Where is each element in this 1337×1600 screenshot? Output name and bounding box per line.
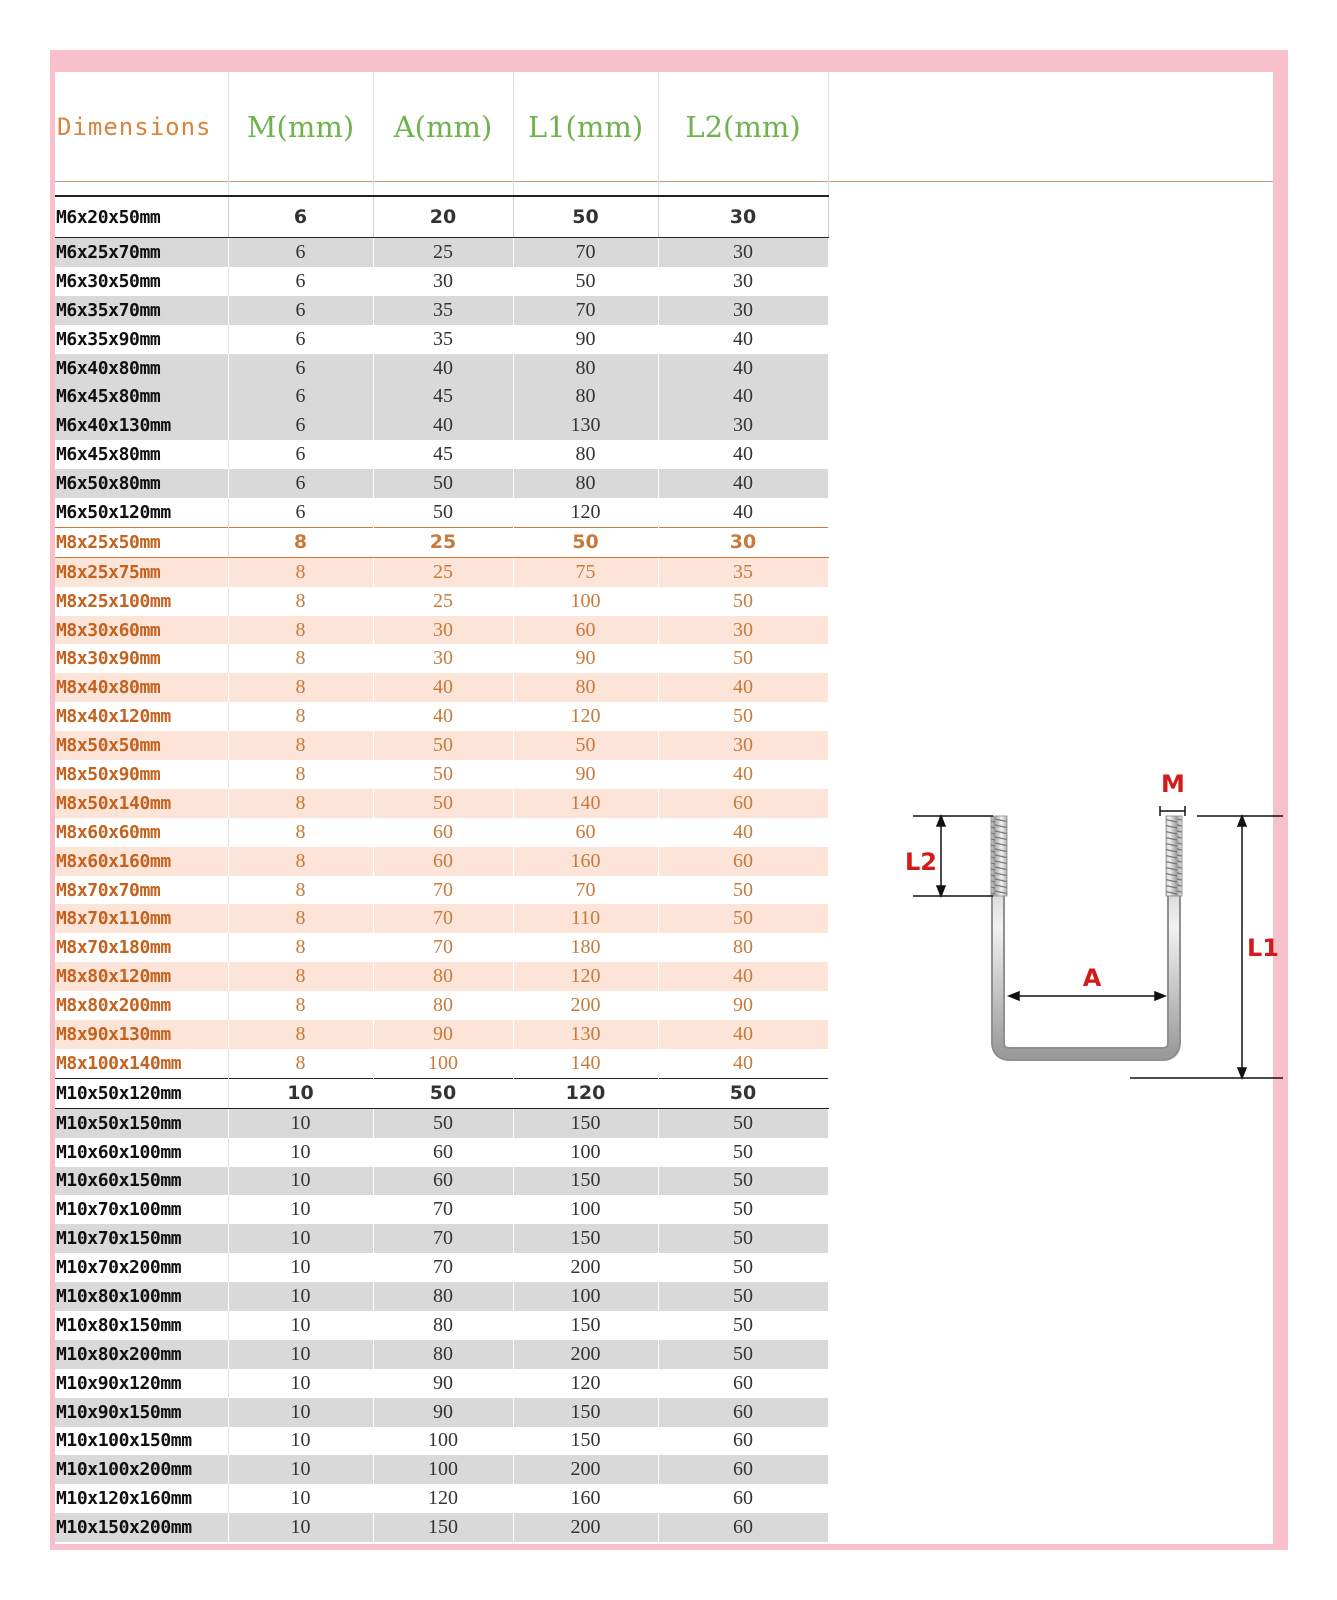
cell-a: 50: [373, 469, 513, 498]
cell-l1: 120: [513, 498, 658, 527]
cell-m: 8: [228, 876, 373, 905]
cell-m: 8: [228, 847, 373, 876]
table-row: [55, 1167, 828, 1196]
cell-a: 70: [373, 876, 513, 905]
table-row: [55, 1455, 828, 1484]
cell-l1: 100: [513, 1282, 658, 1311]
cell-l2: 60: [658, 1513, 828, 1542]
cell-l2: 50: [658, 1167, 828, 1196]
row-label: M8x70x110mm: [55, 904, 228, 933]
cell-a: 70: [373, 933, 513, 962]
cell-a: 100: [373, 1455, 513, 1484]
cell-m: 8: [228, 644, 373, 673]
cell-l1: 50: [513, 731, 658, 760]
row-label: M8x40x120mm: [55, 702, 228, 731]
row-label: M8x50x50mm: [55, 731, 228, 760]
table-row: [55, 1398, 828, 1427]
cell-m: 10: [228, 1167, 373, 1196]
table-row: [55, 962, 828, 991]
cell-l2: 40: [658, 440, 828, 469]
cell-m: 10: [228, 1224, 373, 1253]
cell-a: 45: [373, 382, 513, 411]
row-label: M10x90x150mm: [55, 1398, 228, 1427]
cell-l1: 60: [513, 616, 658, 645]
cell-a: 40: [373, 354, 513, 383]
cell-l1: 100: [513, 1138, 658, 1167]
table-row: [55, 789, 828, 818]
row-label: M10x80x200mm: [55, 1340, 228, 1369]
cell-a: 90: [373, 1369, 513, 1398]
row-label: M10x70x200mm: [55, 1253, 228, 1282]
row-label: M10x150x200mm: [55, 1513, 228, 1542]
cell-l1: 110: [513, 904, 658, 933]
row-label: M8x100x140mm: [55, 1049, 228, 1078]
cell-m: 6: [228, 411, 373, 440]
cell-l1: 80: [513, 354, 658, 383]
cell-a: 60: [373, 847, 513, 876]
cell-a: 70: [373, 1195, 513, 1224]
cell-l1: 160: [513, 847, 658, 876]
table-row: [55, 702, 828, 731]
cell-a: 80: [373, 991, 513, 1020]
row-label: M6x40x130mm: [55, 411, 228, 440]
table-row: [55, 1049, 828, 1078]
cell-l2: 60: [658, 847, 828, 876]
cell-a: 50: [373, 1078, 513, 1108]
cell-a: 25: [373, 527, 513, 557]
header-l1: L1(mm): [513, 72, 658, 196]
cell-a: 100: [373, 1427, 513, 1456]
cell-l1: 150: [513, 1224, 658, 1253]
cell-l2: 40: [658, 325, 828, 354]
row-label: M8x50x90mm: [55, 760, 228, 789]
cell-l2: 30: [658, 238, 828, 267]
cell-a: 40: [373, 673, 513, 702]
cell-a: 150: [373, 1513, 513, 1542]
cell-l2: 60: [658, 1455, 828, 1484]
row-label: M8x80x120mm: [55, 962, 228, 991]
cell-m: 6: [228, 354, 373, 383]
cell-a: 60: [373, 818, 513, 847]
cell-a: 90: [373, 1398, 513, 1427]
cell-l1: 75: [513, 557, 658, 586]
row-label: M8x25x50mm: [55, 527, 228, 557]
table-row: [55, 731, 828, 760]
cell-a: 60: [373, 1138, 513, 1167]
cell-m: 6: [228, 440, 373, 469]
cell-m: 10: [228, 1484, 373, 1513]
cell-l2: 50: [658, 1108, 828, 1137]
table-row: [55, 1427, 828, 1456]
cell-m: 8: [228, 904, 373, 933]
cell-l2: 50: [658, 876, 828, 905]
header-l2: L2(mm): [658, 72, 828, 196]
table-body: [55, 196, 828, 1542]
cell-m: 8: [228, 616, 373, 645]
table-row: [55, 557, 828, 586]
table-row: [55, 818, 828, 847]
table-row: [55, 1484, 828, 1513]
cell-m: 10: [228, 1398, 373, 1427]
cell-l1: 140: [513, 1049, 658, 1078]
table-row: [55, 1311, 828, 1340]
table-row: [55, 991, 828, 1020]
cell-m: 10: [228, 1427, 373, 1456]
cell-m: 8: [228, 760, 373, 789]
pink-frame: [50, 50, 1288, 1550]
cell-l1: 160: [513, 1484, 658, 1513]
label-l1: L1: [1247, 934, 1279, 962]
cell-l2: 50: [658, 644, 828, 673]
cell-m: 6: [228, 296, 373, 325]
cell-l2: 30: [658, 267, 828, 296]
cell-l2: 40: [658, 469, 828, 498]
row-label: M10x80x150mm: [55, 1311, 228, 1340]
table-row: [55, 238, 828, 267]
row-label: M6x45x80mm: [55, 440, 228, 469]
cell-l1: 200: [513, 1455, 658, 1484]
table-row: [55, 469, 828, 498]
row-label: M10x50x120mm: [55, 1078, 228, 1108]
cell-l2: 60: [658, 1398, 828, 1427]
cell-l1: 130: [513, 411, 658, 440]
cell-l2: 80: [658, 933, 828, 962]
row-label: M8x80x200mm: [55, 991, 228, 1020]
row-label: M8x60x160mm: [55, 847, 228, 876]
dimension-table: [55, 72, 829, 1542]
cell-m: 10: [228, 1282, 373, 1311]
cell-l2: 60: [658, 789, 828, 818]
table-row: [55, 904, 828, 933]
cell-l1: 140: [513, 789, 658, 818]
row-label: M8x60x60mm: [55, 818, 228, 847]
header-m: M(mm): [228, 72, 373, 196]
cell-m: 6: [228, 469, 373, 498]
cell-l2: 60: [658, 1427, 828, 1456]
cell-l1: 50: [513, 267, 658, 296]
cell-l1: 70: [513, 296, 658, 325]
cell-m: 6: [228, 238, 373, 267]
table-row: [55, 382, 828, 411]
cell-l2: 50: [658, 1340, 828, 1369]
table-row: [55, 587, 828, 616]
cell-l2: 90: [658, 991, 828, 1020]
table-row: [55, 847, 828, 876]
cell-a: 80: [373, 1282, 513, 1311]
cell-m: 8: [228, 818, 373, 847]
header-dimensions: Dimensions: [55, 72, 228, 196]
cell-l1: 150: [513, 1167, 658, 1196]
table-row: [55, 1078, 828, 1108]
row-label: M6x45x80mm: [55, 382, 228, 411]
cell-m: 8: [228, 587, 373, 616]
cell-a: 50: [373, 760, 513, 789]
row-label: M6x30x50mm: [55, 267, 228, 296]
cell-l2: 50: [658, 1138, 828, 1167]
header-a: A(mm): [373, 72, 513, 196]
row-label: M10x60x150mm: [55, 1167, 228, 1196]
cell-l1: 50: [513, 196, 658, 238]
cell-a: 45: [373, 440, 513, 469]
cell-l1: 130: [513, 1020, 658, 1049]
cell-l2: 50: [658, 1253, 828, 1282]
cell-a: 80: [373, 962, 513, 991]
row-label: M10x90x120mm: [55, 1369, 228, 1398]
table-header-row: [55, 72, 828, 196]
cell-l2: 40: [658, 498, 828, 527]
cell-a: 40: [373, 411, 513, 440]
cell-l2: 40: [658, 1049, 828, 1078]
cell-l1: 70: [513, 876, 658, 905]
cell-m: 8: [228, 1020, 373, 1049]
cell-m: 8: [228, 527, 373, 557]
cell-a: 30: [373, 616, 513, 645]
cell-m: 10: [228, 1455, 373, 1484]
table-row: [55, 1369, 828, 1398]
row-label: M10x70x150mm: [55, 1224, 228, 1253]
table-row: [55, 1020, 828, 1049]
cell-a: 70: [373, 904, 513, 933]
cell-l1: 80: [513, 469, 658, 498]
table-row: [55, 1224, 828, 1253]
cell-l1: 120: [513, 1369, 658, 1398]
row-label: M6x40x80mm: [55, 354, 228, 383]
cell-a: 40: [373, 702, 513, 731]
cell-l2: 50: [658, 702, 828, 731]
row-label: M10x60x100mm: [55, 1138, 228, 1167]
table-row: [55, 1195, 828, 1224]
cell-l2: 50: [658, 904, 828, 933]
cell-m: 8: [228, 991, 373, 1020]
table-row: [55, 325, 828, 354]
table-row: [55, 296, 828, 325]
cell-l2: 40: [658, 1020, 828, 1049]
cell-l2: 30: [658, 411, 828, 440]
cell-a: 30: [373, 267, 513, 296]
cell-l2: 40: [658, 354, 828, 383]
table-row: [55, 616, 828, 645]
cell-a: 50: [373, 498, 513, 527]
cell-m: 10: [228, 1311, 373, 1340]
row-label: M6x25x70mm: [55, 238, 228, 267]
cell-l1: 90: [513, 644, 658, 673]
cell-m: 10: [228, 1195, 373, 1224]
cell-l1: 150: [513, 1311, 658, 1340]
cell-l2: 60: [658, 1369, 828, 1398]
table-row: [55, 498, 828, 527]
label-a: A: [1082, 964, 1102, 992]
cell-a: 60: [373, 1167, 513, 1196]
table-row: [55, 760, 828, 789]
row-label: M6x20x50mm: [55, 196, 228, 238]
cell-m: 10: [228, 1078, 373, 1108]
table-row: [55, 644, 828, 673]
row-label: M8x30x60mm: [55, 616, 228, 645]
row-label: M8x40x80mm: [55, 673, 228, 702]
cell-l1: 200: [513, 1340, 658, 1369]
table-row: [55, 527, 828, 557]
cell-l1: 120: [513, 962, 658, 991]
cell-l2: 50: [658, 1311, 828, 1340]
table-row: [55, 267, 828, 296]
cell-m: 8: [228, 789, 373, 818]
cell-m: 8: [228, 731, 373, 760]
cell-a: 50: [373, 789, 513, 818]
cell-l1: 200: [513, 1253, 658, 1282]
cell-a: 80: [373, 1340, 513, 1369]
table-row: [55, 411, 828, 440]
cell-m: 6: [228, 267, 373, 296]
cell-l2: 30: [658, 731, 828, 760]
spec-sheet: [55, 72, 1279, 1544]
cell-l2: 30: [658, 296, 828, 325]
table-row: [55, 1138, 828, 1167]
cell-a: 100: [373, 1049, 513, 1078]
cell-a: 90: [373, 1020, 513, 1049]
cell-l2: 50: [658, 1195, 828, 1224]
row-label: M8x70x70mm: [55, 876, 228, 905]
cell-l2: 40: [658, 382, 828, 411]
cell-l1: 150: [513, 1427, 658, 1456]
cell-l1: 90: [513, 325, 658, 354]
cell-l2: 40: [658, 673, 828, 702]
cell-l1: 100: [513, 1195, 658, 1224]
cell-l1: 200: [513, 991, 658, 1020]
cell-l1: 70: [513, 238, 658, 267]
row-label: M8x90x130mm: [55, 1020, 228, 1049]
label-l2: L2: [905, 848, 937, 876]
cell-m: 6: [228, 382, 373, 411]
table-row: [55, 440, 828, 469]
u-bolt-diagram: [855, 692, 1279, 1012]
cell-m: 10: [228, 1253, 373, 1282]
cell-l2: 30: [658, 196, 828, 238]
cell-a: 50: [373, 731, 513, 760]
cell-l1: 150: [513, 1398, 658, 1427]
cell-m: 6: [228, 325, 373, 354]
table-row: [55, 196, 828, 238]
table-row: [55, 1340, 828, 1369]
row-label: M10x70x100mm: [55, 1195, 228, 1224]
cell-l1: 80: [513, 440, 658, 469]
row-label: M6x50x80mm: [55, 469, 228, 498]
table-row: [55, 1108, 828, 1137]
row-label: M6x35x70mm: [55, 296, 228, 325]
cell-a: 20: [373, 196, 513, 238]
cell-a: 25: [373, 557, 513, 586]
cell-a: 25: [373, 587, 513, 616]
table-row: [55, 933, 828, 962]
table-row: [55, 876, 828, 905]
label-m: M: [1161, 770, 1185, 798]
cell-l2: 30: [658, 527, 828, 557]
table-row: [55, 1253, 828, 1282]
cell-a: 25: [373, 238, 513, 267]
row-label: M8x70x180mm: [55, 933, 228, 962]
cell-l1: 120: [513, 1078, 658, 1108]
cell-l2: 35: [658, 557, 828, 586]
cell-a: 35: [373, 296, 513, 325]
cell-l1: 90: [513, 760, 658, 789]
cell-m: 8: [228, 702, 373, 731]
cell-a: 30: [373, 644, 513, 673]
row-label: M10x100x200mm: [55, 1455, 228, 1484]
row-label: M10x80x100mm: [55, 1282, 228, 1311]
cell-a: 70: [373, 1253, 513, 1282]
cell-m: 6: [228, 498, 373, 527]
row-label: M10x120x160mm: [55, 1484, 228, 1513]
cell-a: 70: [373, 1224, 513, 1253]
row-label: M10x50x150mm: [55, 1108, 228, 1137]
cell-l2: 40: [658, 962, 828, 991]
cell-m: 10: [228, 1369, 373, 1398]
cell-l2: 30: [658, 616, 828, 645]
table-row: [55, 673, 828, 702]
cell-l2: 50: [658, 1224, 828, 1253]
row-label: M8x25x75mm: [55, 557, 228, 586]
cell-l1: 60: [513, 818, 658, 847]
cell-l2: 40: [658, 760, 828, 789]
cell-l2: 40: [658, 818, 828, 847]
u-bolt-icon: [991, 816, 1182, 1054]
cell-m: 8: [228, 673, 373, 702]
table-row: [55, 354, 828, 383]
cell-l1: 150: [513, 1108, 658, 1137]
cell-l1: 120: [513, 702, 658, 731]
cell-l1: 200: [513, 1513, 658, 1542]
cell-l2: 50: [658, 1282, 828, 1311]
cell-a: 80: [373, 1311, 513, 1340]
cell-l1: 80: [513, 382, 658, 411]
cell-l2: 60: [658, 1484, 828, 1513]
row-label: M6x35x90mm: [55, 325, 228, 354]
cell-m: 8: [228, 962, 373, 991]
cell-m: 10: [228, 1513, 373, 1542]
cell-l1: 180: [513, 933, 658, 962]
cell-a: 120: [373, 1484, 513, 1513]
cell-l1: 50: [513, 527, 658, 557]
row-label: M6x50x120mm: [55, 498, 228, 527]
cell-a: 35: [373, 325, 513, 354]
cell-m: 8: [228, 1049, 373, 1078]
cell-m: 6: [228, 196, 373, 238]
cell-a: 50: [373, 1108, 513, 1137]
cell-l1: 80: [513, 673, 658, 702]
cell-l1: 100: [513, 587, 658, 616]
dimension-lines: [913, 806, 1283, 1078]
cell-m: 10: [228, 1138, 373, 1167]
row-label: M10x100x150mm: [55, 1427, 228, 1456]
table-row: [55, 1513, 828, 1542]
row-label: M8x50x140mm: [55, 789, 228, 818]
row-label: M8x30x90mm: [55, 644, 228, 673]
cell-l2: 50: [658, 1078, 828, 1108]
cell-m: 10: [228, 1108, 373, 1137]
table-row: [55, 1282, 828, 1311]
cell-l2: 50: [658, 587, 828, 616]
cell-m: 10: [228, 1340, 373, 1369]
row-label: M8x25x100mm: [55, 587, 228, 616]
cell-m: 8: [228, 933, 373, 962]
cell-m: 8: [228, 557, 373, 586]
